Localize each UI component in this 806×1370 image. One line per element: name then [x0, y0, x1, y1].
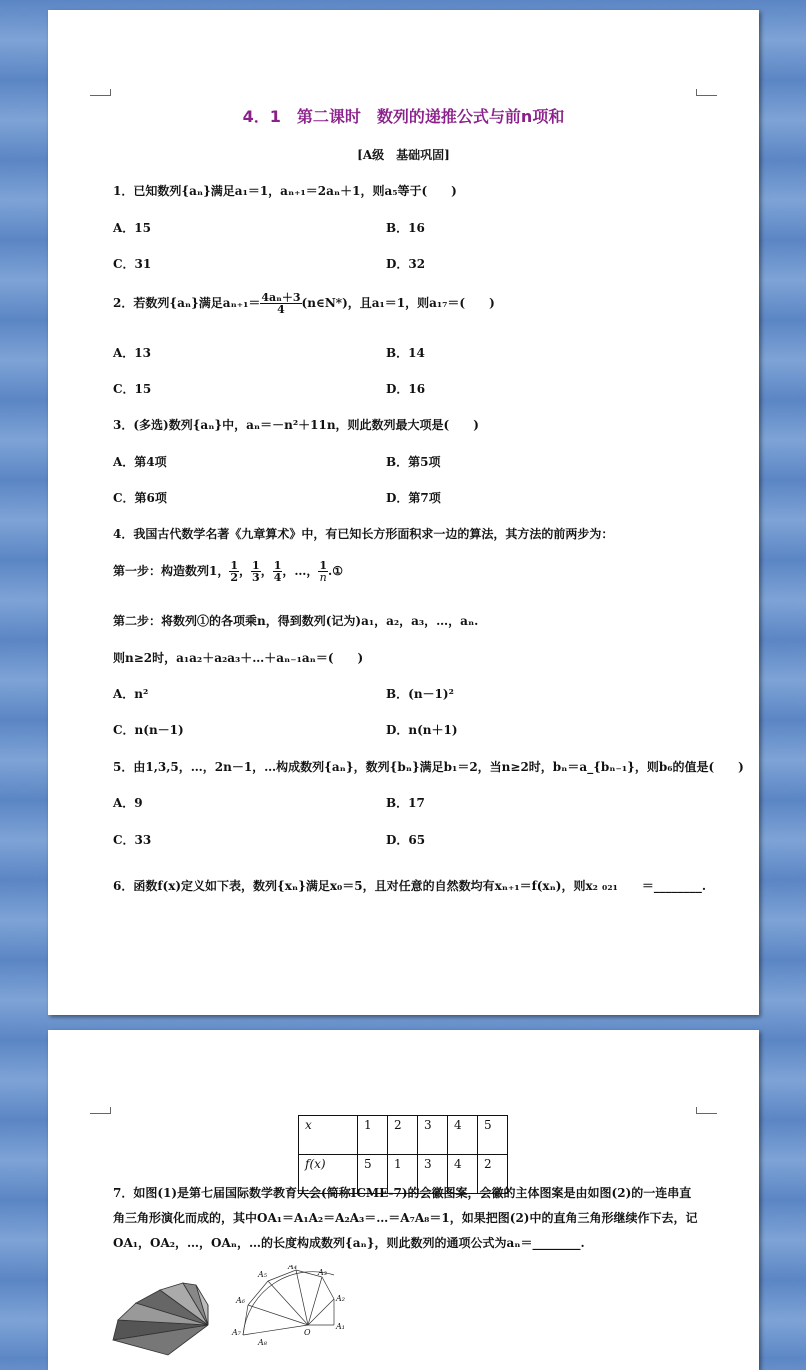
fig-label-o: O [304, 1328, 311, 1337]
question-1: 1．已知数列{aₙ}满足a₁＝1，aₙ₊₁＝2aₙ＋1，则a₅等于( ) [113, 184, 457, 198]
table-cell: 3 [418, 1116, 448, 1155]
fraction-1-4: $\frac{1}{4}$ [273, 559, 282, 584]
q3-option-a: A．第4项 [113, 455, 167, 469]
fig-label-a7: A₇ [232, 1328, 241, 1337]
table-cell: 2 [388, 1116, 418, 1155]
q2-prefix: 2．若数列{aₙ}满足aₙ₊₁＝ [113, 296, 261, 310]
document-page-2 [48, 1030, 759, 1370]
table-cell: 4 [448, 1155, 478, 1194]
table-cell: 1 [388, 1155, 418, 1194]
crop-mark [90, 89, 111, 96]
q4-ask: 则n≥2时，a₁a₂＋a₂a₃＋…＋aₙ₋₁aₙ＝( ) [113, 651, 364, 665]
figure-2-spiral [243, 1270, 334, 1335]
fig-label-a2: A₂ [336, 1294, 345, 1303]
q4-option-b: B．(n－1)² [386, 687, 454, 701]
table-cell: 5 [358, 1155, 388, 1194]
fraction-1-2: $\frac{1}{2}$ [230, 559, 239, 584]
question-7-line-1: 7．如图(1)是第七届国际数学教育大会(简称ICME-7)的会徽图案，会徽的主体图案是由如图(2)的一连串直 [113, 1186, 692, 1200]
figures [108, 1265, 368, 1364]
q4-option-d: D．n(n＋1) [386, 723, 458, 737]
question-7-line-2: 角三角形演化而成的，其中OA₁＝A₁A₂＝A₂A₃＝…＝A₇A₈＝1，如果把图(2)中的直角三角形继续作下去，记 [113, 1211, 698, 1225]
q4-step-1: 第一步：构造数列1， $\frac{1}{2}$ ， $\frac{1}{3}$ ， $\frac{1}{4}$ ，…， $\frac{1}{n}$ .① [113, 559, 343, 584]
table-cell: 4 [448, 1116, 478, 1155]
fraction-1-3: $\frac{1}{3}$ [252, 559, 260, 584]
fig-label-a3: A₃ [318, 1268, 327, 1277]
q4-option-a: A．n² [113, 687, 149, 701]
q1-option-c: C．31 [113, 257, 152, 271]
level-heading: [A级 基础巩固] [357, 148, 450, 162]
fraction-1-n: $\frac{1}{n}$ [319, 559, 328, 584]
question-6: 6．函数f(x)定义如下表，数列{xₙ}满足x₀＝5，且对任意的自然数均有xₙ₊₁＝f(xₙ)，则x₂ ₀₂₁ ＝________. [113, 879, 707, 893]
q1-option-a: A．15 [113, 221, 152, 235]
q5-option-c: C．33 [113, 833, 152, 847]
q4-option-c: C．n(n－1) [113, 723, 184, 737]
q1-option-d: D．32 [386, 257, 426, 271]
question-2 [113, 292, 495, 315]
q2-suffix: (n∈N*)，且a₁＝1，则a₁₇＝( ) [301, 296, 495, 310]
q3-option-d: D．第7项 [386, 491, 441, 505]
crop-mark [90, 1107, 111, 1114]
table-cell: 1 [358, 1116, 388, 1155]
q2-option-d: D．16 [386, 382, 426, 396]
table-cell: 2 [478, 1155, 508, 1194]
fig-label-a1: A₁ [336, 1322, 345, 1331]
q3-option-c: C．第6项 [113, 491, 167, 505]
question-7-line-3: OA₁，OA₂，…，OAₙ，…的长度构成数列{aₙ}，则此数列的通项公式为aₙ＝________. [113, 1236, 585, 1250]
table-header-fx: f(x) [299, 1155, 358, 1194]
q5-option-a: A．9 [113, 796, 143, 810]
q2-numerator: 4aₙ＋3 [261, 291, 301, 304]
icme-figures [108, 1265, 368, 1360]
fig-label-a4: A₄ [288, 1265, 297, 1271]
crop-mark [696, 1107, 717, 1114]
question-5: 5．由1,3,5，…，2n－1，…构成数列{aₙ}，数列{bₙ}满足b₁＝2，当n≥2时，bₙ＝a_{bₙ₋₁}，则b₆的值是( ) [113, 760, 744, 774]
page-title: 4．1 第二课时 数列的递推公式与前n项和 [242, 107, 565, 126]
q2-denominator: 4 [277, 303, 285, 316]
fig-label-a8: A₈ [258, 1338, 267, 1347]
document-page-1 [48, 10, 759, 1015]
question-4: 4．我国古代数学名著《九章算术》中，有已知长方形面积求一边的算法，其方法的前两步为： [113, 527, 614, 541]
q1-option-b: B．16 [386, 221, 425, 235]
q5-option-d: D．65 [386, 833, 426, 847]
table-cell: 5 [478, 1116, 508, 1155]
q2-option-a: A．13 [113, 346, 152, 360]
q2-option-c: C．15 [113, 382, 152, 396]
q3-option-b: B．第5项 [386, 455, 441, 469]
q2-option-b: B．14 [386, 346, 425, 360]
table-row [299, 1116, 508, 1155]
table-header-x: x [299, 1116, 358, 1155]
fig-label-a6: A₆ [236, 1296, 245, 1305]
q4-step-2: 第二步：将数列①的各项乘n，得到数列(记为)a₁，a₂，a₃，…，aₙ. [113, 614, 479, 628]
q4-step1-suffix: .① [328, 564, 343, 578]
q5-option-b: B．17 [386, 796, 425, 810]
figure-1-logo [113, 1283, 208, 1355]
crop-mark [696, 89, 717, 96]
fig-label-a5: A₅ [258, 1270, 267, 1279]
function-table [298, 1115, 508, 1194]
q2-fraction [260, 292, 301, 315]
table-cell: 3 [418, 1155, 448, 1194]
question-3: 3．(多选)数列{aₙ}中，aₙ＝－n²＋11n，则此数列最大项是( ) [113, 418, 479, 432]
q4-step1-prefix: 第一步：构造数列1， [113, 564, 230, 578]
